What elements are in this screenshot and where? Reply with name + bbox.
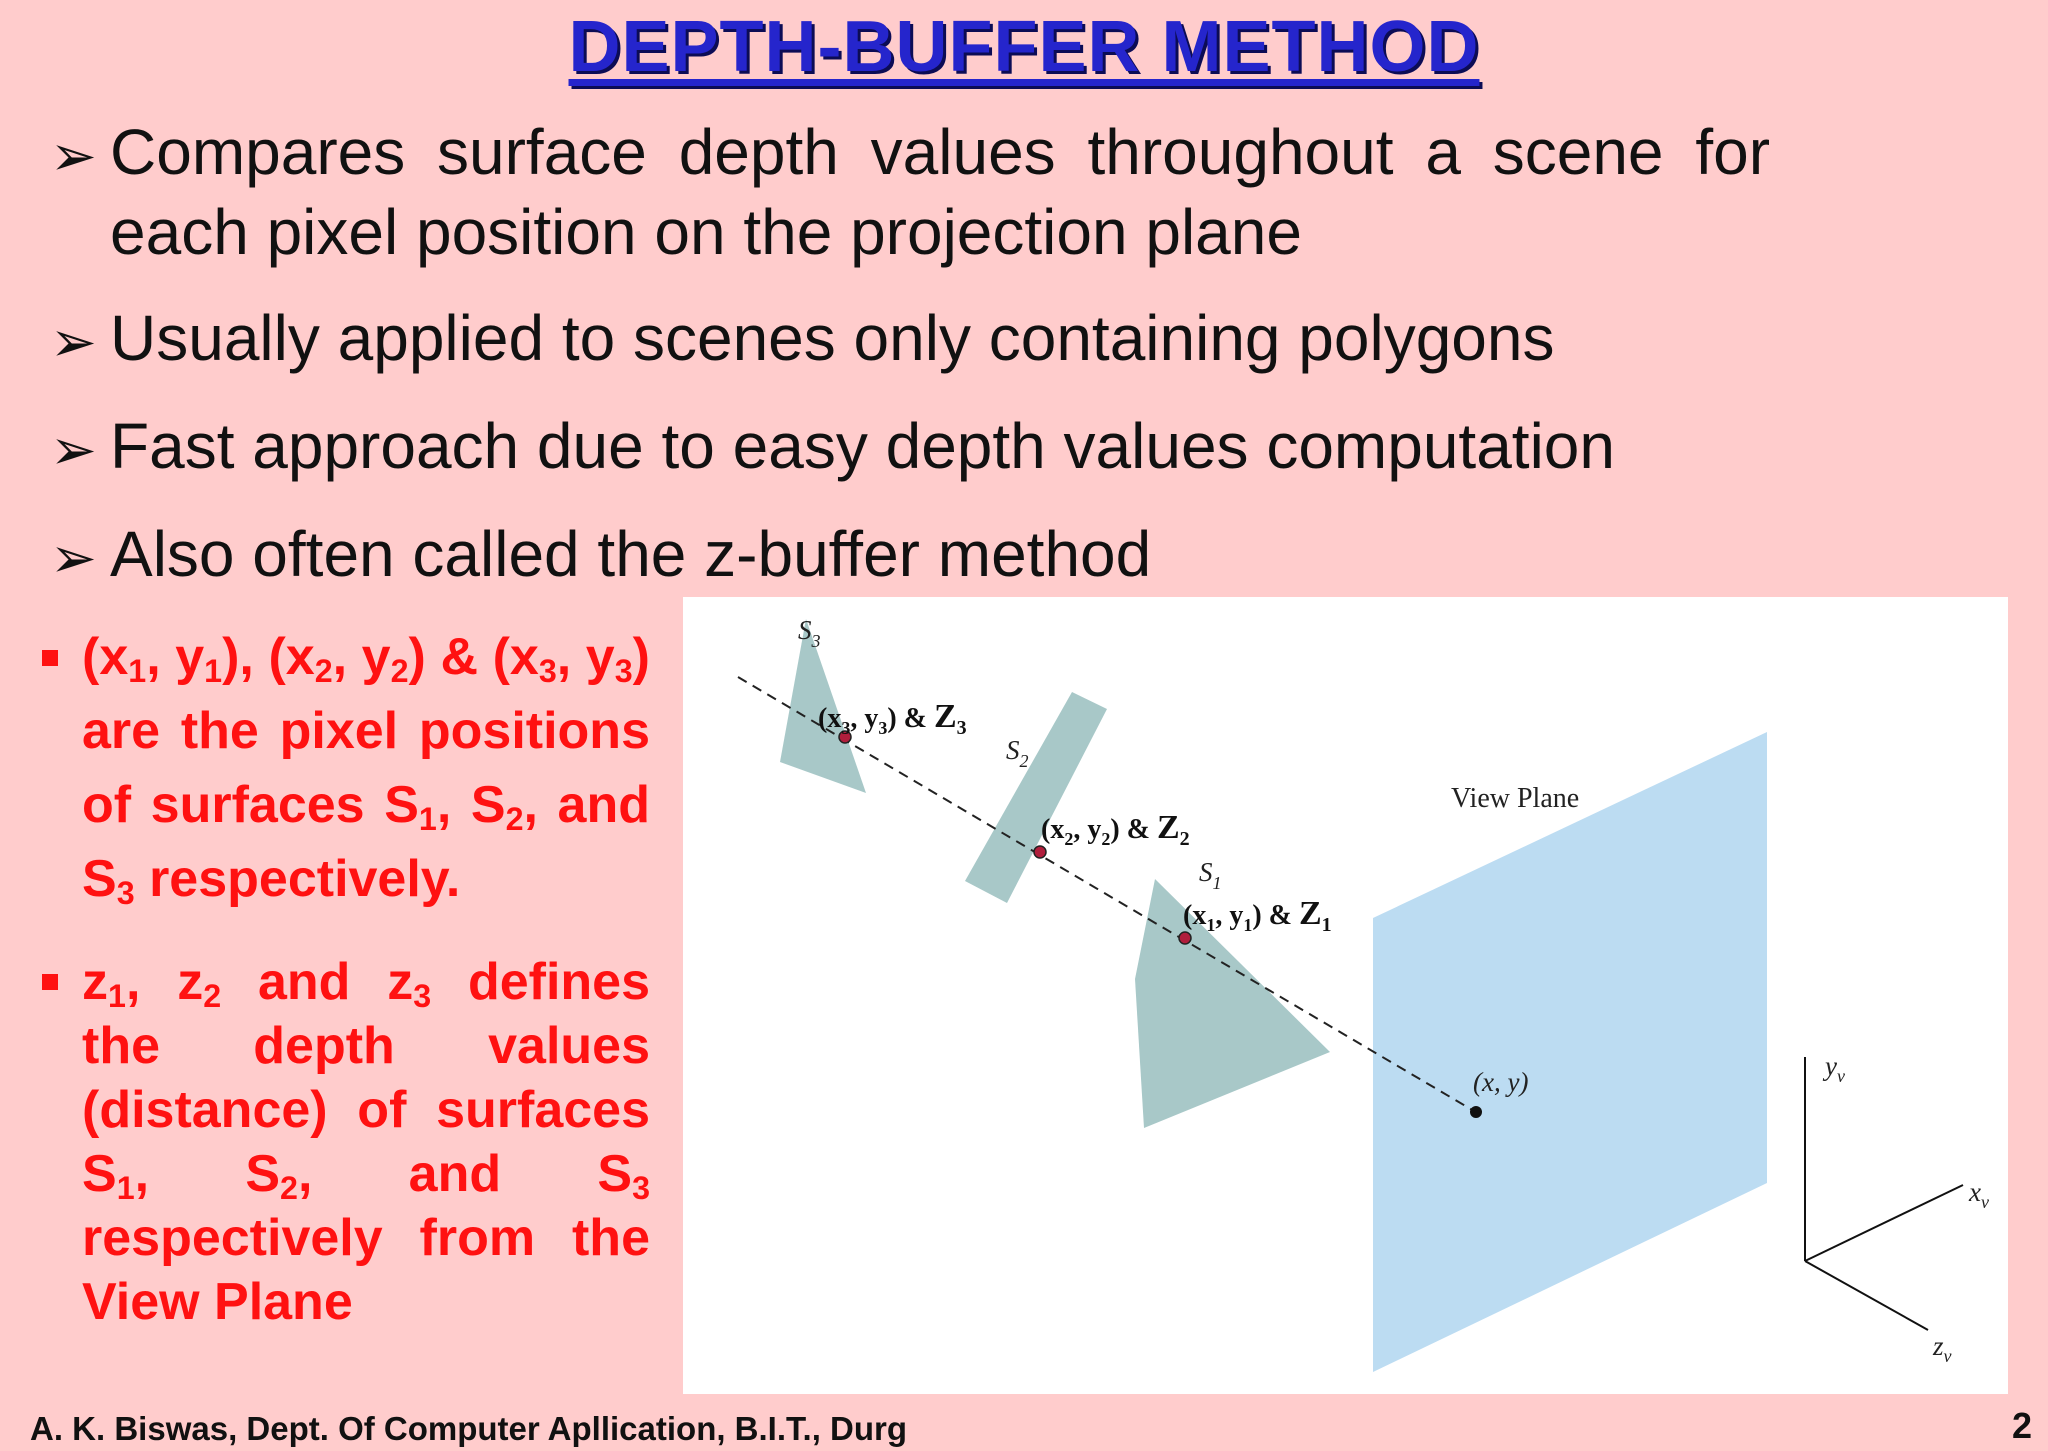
label-p3: ($x_3$, $y_3$) & $Z_3$: [818, 698, 967, 739]
note-pixel-positions: ($x_1$, $y_1$), ($x_2$, $y_2$) & ($x_3$, $y_3$) are the pixel positions of surfaces $S_1$, $S_2$, and $S_3$ respectively.: [40, 620, 650, 916]
bullet-list: [50, 112, 1770, 594]
arrow-bullet-icon: ➢: [50, 310, 97, 373]
slide-title: DEPTH-BUFFER METHOD: [568, 7, 1480, 87]
label-xv: $x_v$: [1969, 1177, 1989, 1212]
square-bullet-icon: [42, 974, 58, 990]
bullet-item: [50, 298, 1750, 378]
axis-xv: [1805, 1185, 1963, 1261]
axis-zv: [1805, 1261, 1928, 1330]
arrow-bullet-icon: ➢: [50, 526, 97, 589]
arrow-bullet-icon: ➢: [50, 418, 97, 481]
depth-buffer-diagram: [683, 597, 2008, 1394]
bullet-text: Also often called the z-buffer method: [110, 518, 1152, 590]
label-s1: $S_1$: [1199, 857, 1222, 893]
notes-list: [40, 620, 650, 1334]
footer-author: A. K. Biswas, Dept. Of Computer Apllication, B.I.T., Durg: [30, 1410, 908, 1447]
point-s1: [1179, 932, 1191, 944]
label-s2: $S_2$: [1006, 735, 1029, 771]
label-xy: (x, y): [1473, 1067, 1529, 1097]
label-p2: ($x_2$, $y_2$) & $Z_2$: [1041, 809, 1190, 850]
bullet-item: [50, 514, 1750, 594]
bullet-item: [50, 406, 1750, 486]
label-view-plane: View Plane: [1451, 783, 1580, 814]
label-zv: $z_v$: [1933, 1331, 1952, 1366]
note-depth-values: $z_1$, $z_2$ and $z_3$ defines the depth values (distance) of surfaces $S_1$, $S_2$, and $S_3$ respectively from the View Plane: [40, 950, 650, 1334]
bullet-text: Compares surface depth values throughout a scene for each pixel position on the projection plane: [110, 116, 1770, 268]
diagram-svg: [683, 597, 2008, 1394]
view-plane: [1373, 732, 1767, 1372]
label-s3: $S_3$: [798, 615, 821, 651]
label-p1: ($x_1$, $y_1$) & $Z_1$: [1183, 895, 1332, 936]
bullet-text: Fast approach due to easy depth values computation: [110, 410, 1615, 482]
point-s2: [1034, 846, 1046, 858]
arrow-bullet-icon: ➢: [50, 124, 97, 187]
point-xy: [1470, 1106, 1482, 1118]
page-number: 2: [2011, 1405, 2032, 1446]
bullet-text: Usually applied to scenes only containing polygons: [110, 302, 1555, 374]
label-yv: $y_v$: [1825, 1051, 1845, 1086]
surface-s2: [965, 692, 1107, 903]
bullet-item: [50, 112, 1770, 272]
square-bullet-icon: [42, 650, 58, 666]
